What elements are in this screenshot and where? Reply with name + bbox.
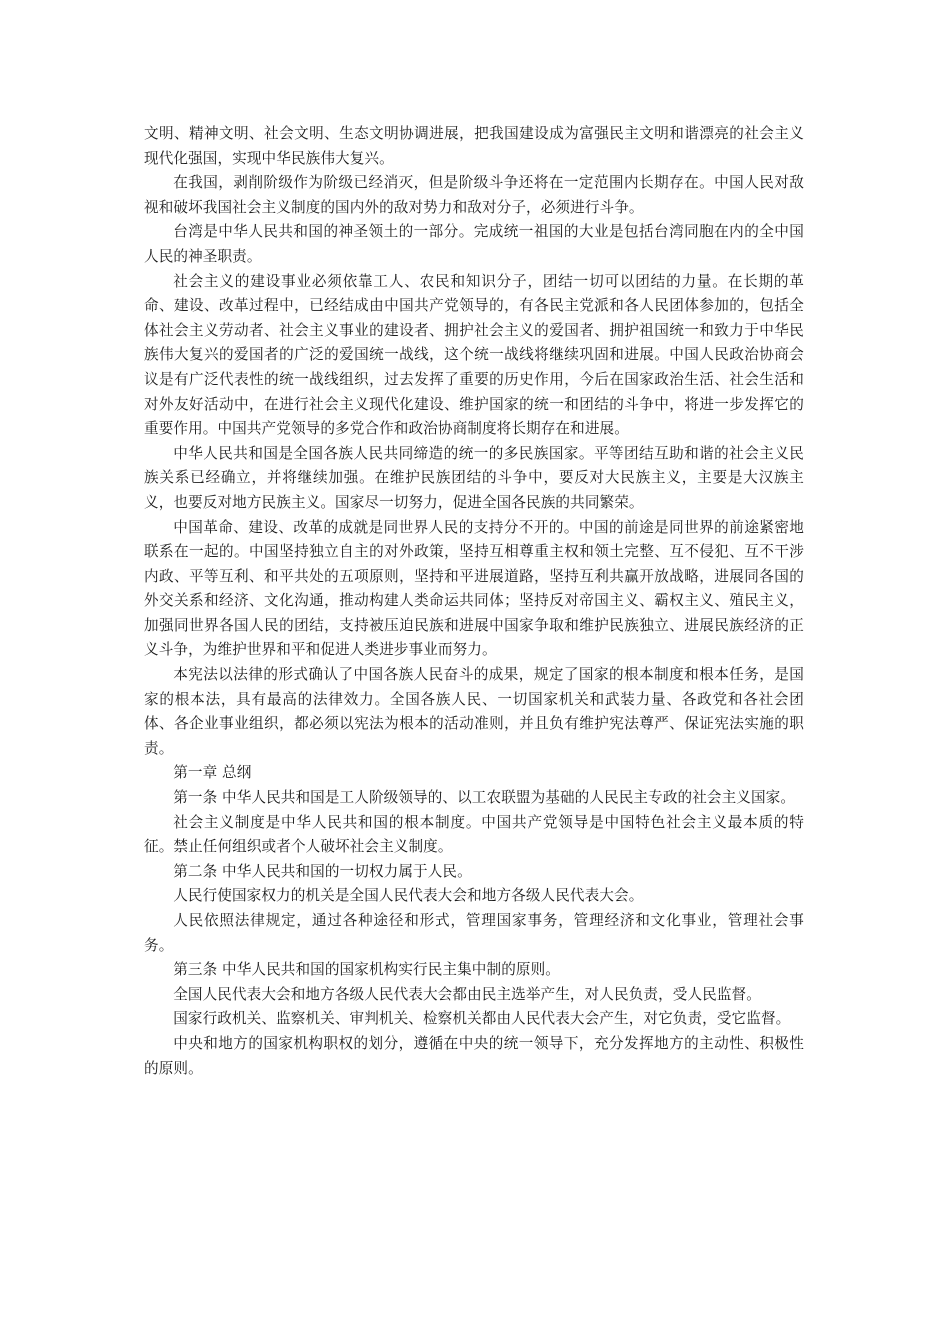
document-body	[144, 122, 804, 1081]
article-2: 第二条 中华人民共和国的一切权力属于人民。	[173, 862, 472, 880]
paragraph-6: 中国革命、建设、改革的成就是同世界人民的支持分不开的。中国的前途是同世界的前途紧密地联系在一起的。中国坚持独立自主的对外政策，坚持互相尊重主权和领土完整、互不侵犯、互不干涉内政、平等互利、和平共处的五项原则，坚持和平进展道路，坚持互利共赢开放战略，进展同各国的外交关系和经济、文化沟通，推动构建人类命运共同体；坚持反对帝国主义、霸权主义、殖民主义，加强同世界各国人民的团结，支持被压迫民族和进展中国家争取和维护民族独立、进展民族经济的正义斗争，为维护世界和平和促进人类进步事业而努力。	[144, 518, 804, 659]
article-2-clause-3: 人民依照法律规定，通过各种途径和形式，管理国家事务，管理经济和文化事业，管理社会事务。	[144, 912, 804, 954]
article-3: 第三条 中华人民共和国的国家机构实行民主集中制的原则。	[173, 961, 560, 979]
article-2-clause-2: 人民行使国家权力的机关是全国人民代表大会和地方各级人民代表大会。	[173, 887, 644, 905]
article-1: 第一条 中华人民共和国是工人阶级领导的、以工农联盟为基础的人民民主专政的社会主义国家。	[173, 789, 796, 807]
article-1-clause-2: 社会主义制度是中华人民共和国的根本制度。中国共产党领导是中国特色社会主义最本质的特征。禁止任何组织或者个人破坏社会主义制度。	[144, 813, 804, 856]
article-3-clause-2: 全国人民代表大会和地方各级人民代表大会都由民主选举产生，对人民负责，受人民监督。	[173, 985, 761, 1003]
paragraph-2: 在我国，剥削阶级作为阶级已经消灭，但是阶级斗争还将在一定范围内长期存在。中国人民对敌视和破坏我国社会主义制度的国内外的敌对势力和敌对分子，必须进行斗争。	[144, 174, 804, 216]
paragraph-4: 社会主义的建设事业必须依靠工人、农民和知识分子，团结一切可以团结的力量。在长期的革命、建设、改革过程中，已经结成由中国共产党领导的，有各民主党派和各人民团体参加的，包括全体社会主义劳动者、社会主义事业的建设者、拥护社会主义的爱国者、拥护祖国统一和致力于中华民族伟大复兴的爱国者的广泛的爱国统一战线，这个统一战线将继续巩固和进展。中国人民政治协商会议是有广泛代表性的统一战线组织，过去发挥了重要的历史作用，今后在国家政治生活、社会生活和对外友好活动中，在进行社会主义现代化建设、维护国家的统一和团结的斗争中，将进一步发挥它的重要作用。中国共产党领导的多党合作和政治协商制度将长期存在和进展。	[144, 272, 804, 438]
article-3-clause-4: 中央和地方的国家机构职权的划分，遵循在中央的统一领导下，充分发挥地方的主动性、积极性的原则。	[144, 1034, 804, 1077]
paragraph-1: 文明、精神文明、社会文明、生态文明协调进展，把我国建设成为富强民主文明和谐漂亮的社会主义现代化强国，实现中华民族伟大复兴。	[144, 125, 804, 167]
paragraph-5: 中华人民共和国是全国各族人民共同缔造的统一的多民族国家。平等团结互助和谐的社会主义民族关系已经确立，并将继续加强。在维护民族团结的斗争中，要反对大民族主义，主要是大汉族主义，也要反对地方民族主义。国家尽一切努力，促进全国各民族的共同繁荣。	[144, 444, 804, 511]
article-3-clause-3: 国家行政机关、监察机关、审判机关、检察机关都由人民代表大会产生，对它负责，受它监督。	[173, 1010, 791, 1028]
paragraph-3: 台湾是中华人民共和国的神圣领土的一部分。完成统一祖国的大业是包括台湾同胞在内的全中国人民的神圣职责。	[144, 223, 804, 265]
paragraph-7: 本宪法以法律的形式确认了中国各族人民奋斗的成果，规定了国家的根本制度和根本任务，是国家的根本法，具有最高的法律效力。全国各族人民、一切国家机关和武装力量、各政党和各社会团体、各企业事业组织，都必须以宪法为根本的活动准则，并且负有维护宪法尊严、保证宪法实施的职责。	[144, 666, 804, 757]
chapter-heading: 第一章 总纲	[173, 764, 252, 782]
